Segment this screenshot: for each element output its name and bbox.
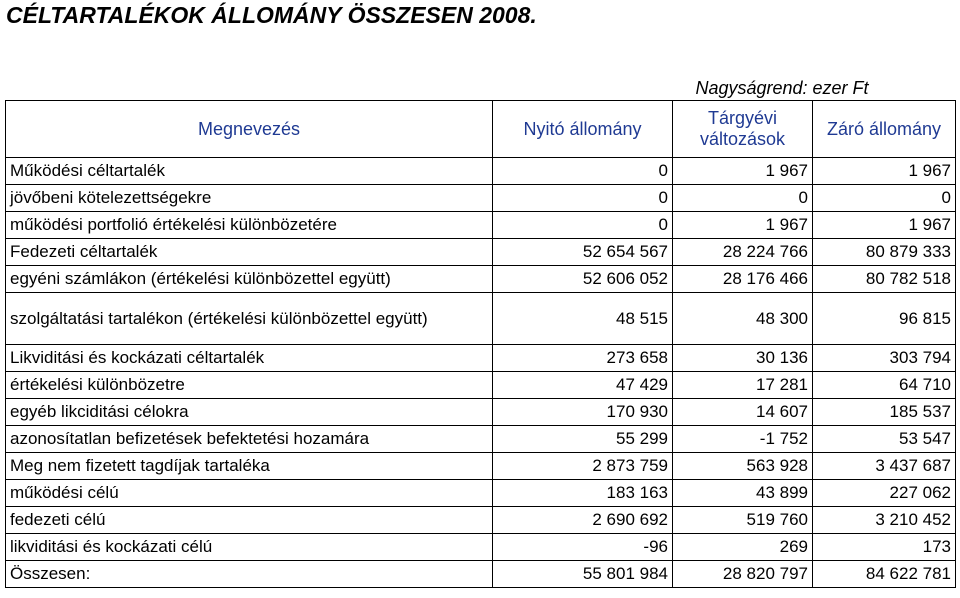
row-opening-cell: 2 873 759 xyxy=(493,453,673,480)
table-row xyxy=(6,212,956,239)
row-changes-cell: 28 176 466 xyxy=(673,266,813,293)
row-name-cell: Meg nem fizetett tagdíjak tartaléka xyxy=(6,453,493,480)
row-name-cell: Fedezeti céltartalék xyxy=(6,239,493,266)
table-row xyxy=(6,453,956,480)
row-changes-cell: 43 899 xyxy=(673,480,813,507)
row-opening-cell: 0 xyxy=(493,185,673,212)
row-opening-cell: 183 163 xyxy=(493,480,673,507)
table-row xyxy=(6,372,956,399)
row-closing-cell: 3 210 452 xyxy=(813,507,956,534)
table-row xyxy=(6,507,956,534)
row-name-cell: működési portfolió értékelési különbözetére xyxy=(6,212,493,239)
reserves-table xyxy=(5,100,956,588)
row-opening-cell: 47 429 xyxy=(493,372,673,399)
row-opening-cell: 52 654 567 xyxy=(493,239,673,266)
table-row xyxy=(6,266,956,293)
table-row xyxy=(6,158,956,185)
table-row xyxy=(6,345,956,372)
header-changes: Tárgyévi változások xyxy=(673,101,813,158)
row-name-cell: azonosítatlan befizetések befektetési hozamára xyxy=(6,426,493,453)
row-opening-cell: 0 xyxy=(493,212,673,239)
row-name-cell: Összesen: xyxy=(6,561,493,588)
row-closing-cell: 185 537 xyxy=(813,399,956,426)
row-closing-cell: 80 782 518 xyxy=(813,266,956,293)
row-changes-cell: 28 224 766 xyxy=(673,239,813,266)
row-name-cell: egyéb likciditási célokra xyxy=(6,399,493,426)
row-opening-cell: 0 xyxy=(493,158,673,185)
row-closing-cell: 227 062 xyxy=(813,480,956,507)
header-closing: Záró állomány xyxy=(813,101,956,158)
row-opening-cell: 273 658 xyxy=(493,345,673,372)
page-title: CÉLTARTALÉKOK ÁLLOMÁNY ÖSSZESEN 2008. xyxy=(6,2,537,28)
row-changes-cell: 1 967 xyxy=(673,212,813,239)
row-name-cell: Működési céltartalék xyxy=(6,158,493,185)
row-changes-cell: 14 607 xyxy=(673,399,813,426)
row-closing-cell: 1 967 xyxy=(813,158,956,185)
row-changes-cell: 30 136 xyxy=(673,345,813,372)
unit-note: Nagyságrend: ezer Ft xyxy=(695,78,869,98)
row-name-cell: likviditási és kockázati célú xyxy=(6,534,493,561)
row-changes-cell: 0 xyxy=(673,185,813,212)
row-changes-cell: 48 300 xyxy=(673,293,813,345)
table-row xyxy=(6,185,956,212)
row-changes-cell: 17 281 xyxy=(673,372,813,399)
row-closing-cell: 80 879 333 xyxy=(813,239,956,266)
table-row xyxy=(6,399,956,426)
row-changes-cell: 563 928 xyxy=(673,453,813,480)
table-row xyxy=(6,534,956,561)
row-closing-cell: 0 xyxy=(813,185,956,212)
row-changes-cell: 519 760 xyxy=(673,507,813,534)
header-opening: Nyitó állomány xyxy=(493,101,673,158)
row-name-cell: értékelési különbözetre xyxy=(6,372,493,399)
row-closing-cell: 1 967 xyxy=(813,212,956,239)
header-row xyxy=(6,101,956,158)
row-closing-cell: 3 437 687 xyxy=(813,453,956,480)
table-body xyxy=(6,101,956,588)
row-closing-cell: 303 794 xyxy=(813,345,956,372)
header-name: Megnevezés xyxy=(6,101,493,158)
row-opening-cell: 55 801 984 xyxy=(493,561,673,588)
row-name-cell: fedezeti célú xyxy=(6,507,493,534)
row-closing-cell: 64 710 xyxy=(813,372,956,399)
row-closing-cell: 96 815 xyxy=(813,293,956,345)
row-opening-cell: 2 690 692 xyxy=(493,507,673,534)
row-changes-cell: 1 967 xyxy=(673,158,813,185)
row-closing-cell: 84 622 781 xyxy=(813,561,956,588)
row-changes-cell: 28 820 797 xyxy=(673,561,813,588)
row-name-cell: egyéni számlákon (értékelési különbözettel együtt) xyxy=(6,266,493,293)
row-opening-cell: 52 606 052 xyxy=(493,266,673,293)
row-name-cell: Likviditási és kockázati céltartalék xyxy=(6,345,493,372)
row-opening-cell: 170 930 xyxy=(493,399,673,426)
row-changes-cell: -1 752 xyxy=(673,426,813,453)
row-name-cell: jövőbeni kötelezettségekre xyxy=(6,185,493,212)
table-row xyxy=(6,293,956,345)
row-opening-cell: -96 xyxy=(493,534,673,561)
row-name-cell: szolgáltatási tartalékon (értékelési különbözettel együtt) xyxy=(6,293,493,345)
row-changes-cell: 269 xyxy=(673,534,813,561)
row-opening-cell: 55 299 xyxy=(493,426,673,453)
table-row xyxy=(6,239,956,266)
table-row xyxy=(6,426,956,453)
row-closing-cell: 173 xyxy=(813,534,956,561)
row-opening-cell: 48 515 xyxy=(493,293,673,345)
table-row xyxy=(6,480,956,507)
row-name-cell: működési célú xyxy=(6,480,493,507)
row-closing-cell: 53 547 xyxy=(813,426,956,453)
table-row xyxy=(6,561,956,588)
